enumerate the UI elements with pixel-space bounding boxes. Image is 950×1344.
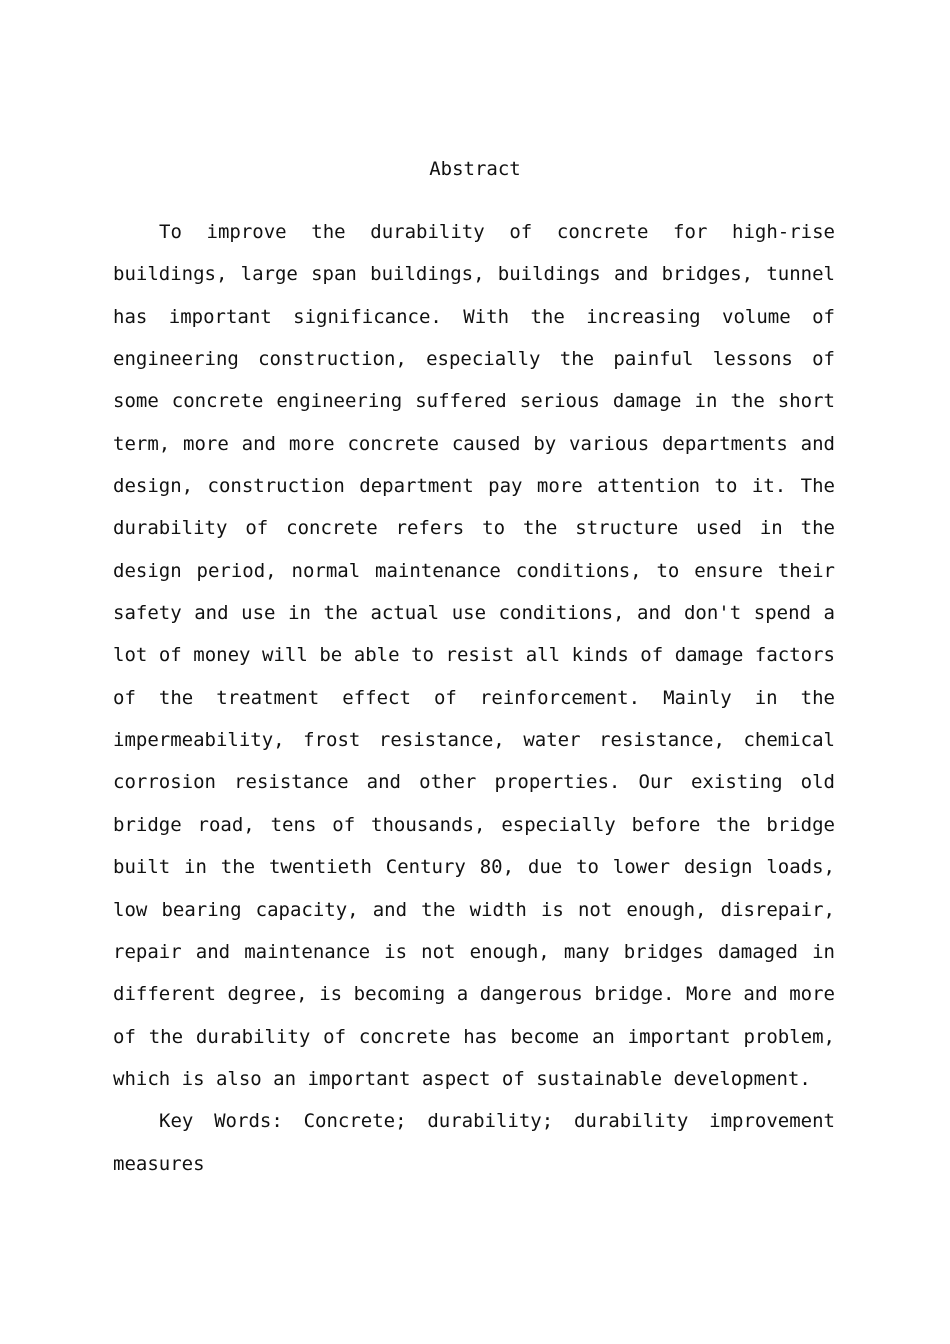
abstract-paragraph: To improve the durability of concrete for high-rise buildings, large span buildings, buildings and bridges, tunnel has important significance. With the increasing volume of engineering construction, especially the painful lessons of some concrete engineering suffered serious damage in the short term, more and more concrete caused by various departments and design, construction department pay more attention to it. The durability of concrete refers to the structure used in the design period, normal maintenance conditions, to ensure their safety and use in the actual use conditions, and don't spend a lot of money will be able to resist all kinds of damage factors of the treatment effect of reinforcement. Mainly in the impermeability, frost resistance, water resistance, chemical corrosion resistance and other properties. Our existing old bridge road, tens of thousands, especially before the bridge built in the twentieth Century 80, due to lower design loads, low bearing capacity, and the width is not enough, disrepair, repair and maintenance is not enough, many bridges damaged in different degree, is becoming a dangerous bridge. More and more of the durability of concrete has become an important problem, which is also an important aspect of sustainable development. (113, 221, 835, 1090)
abstract-body (113, 211, 835, 1185)
keywords-line (113, 1100, 835, 1185)
keywords-value: Concrete; durability; durability improvement measures (113, 1110, 835, 1175)
keywords-label: Key Words: (159, 1110, 283, 1133)
abstract-heading: Abstract (429, 158, 521, 180)
